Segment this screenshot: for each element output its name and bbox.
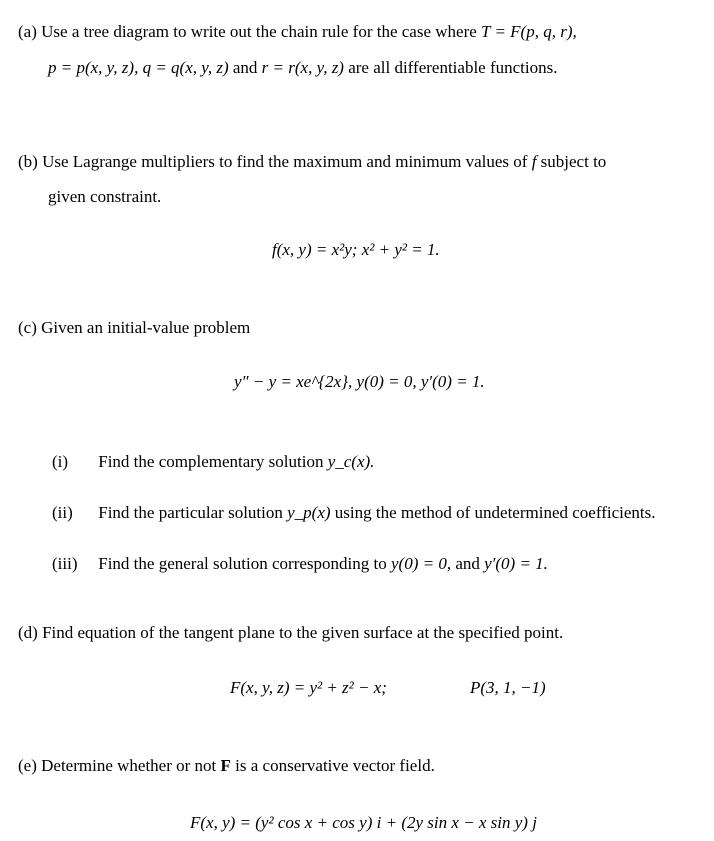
part-c-item-ii-text-2: using the method of undetermined coefficients.: [334, 503, 656, 522]
part-c-item-ii-text: Find the particular solution: [98, 503, 283, 522]
part-d-line-1: [18, 623, 563, 643]
part-a-line-2: [48, 58, 557, 78]
part-b-line-2: [48, 187, 161, 207]
part-e-text-2: is a conservative vector field.: [235, 756, 435, 775]
part-b-text-1a: Use Lagrange multipliers to find the maximum and minimum values of: [42, 152, 528, 171]
part-d-text: Find equation of the tangent plane to the given surface at the specified point.: [42, 623, 564, 642]
part-e-label: (e): [18, 756, 37, 775]
part-a-line-1: [18, 22, 577, 42]
part-c-item-iii-and: and: [455, 554, 480, 573]
part-c-display-equation: y″ − y = xe^{2x}, y(0) = 0, y′(0) = 1.: [234, 372, 485, 391]
part-b-display-equation: f(x, y) = x²y; x² + y² = 1.: [272, 240, 440, 259]
part-c-label: (c): [18, 318, 37, 337]
part-b-line-1: [18, 152, 606, 172]
part-a-text-2: are all differentiable functions.: [348, 58, 558, 77]
part-c-item-ii-math: y_p(x): [287, 503, 331, 522]
part-c-item-iii-math-2: y′(0) = 1.: [484, 554, 548, 573]
part-e-text-1: Determine whether or not: [41, 756, 217, 775]
part-c-item-i-label: (i): [52, 452, 69, 471]
part-c-line-1: [18, 318, 250, 338]
part-c-item-i-text: Find the complementary solution: [98, 452, 324, 471]
part-a-equation-3: r = r(x, y, z): [261, 58, 344, 77]
part-e-bold-f: F: [220, 756, 231, 775]
part-c-item-iii-text: Find the general solution corresponding to: [98, 554, 387, 573]
part-a-equation-2: p = p(x, y, z), q = q(x, y, z): [48, 58, 229, 77]
part-c-text: Given an initial-value problem: [41, 318, 251, 337]
part-e-line-1: [18, 756, 435, 776]
part-a-and: and: [232, 58, 258, 77]
part-b-text-2: given constraint.: [48, 187, 162, 206]
part-c-item-ii-label: (ii): [52, 503, 73, 522]
part-c-item-iii-label: (iii): [52, 554, 78, 573]
part-b-var-f: f: [531, 152, 537, 171]
part-c-item-i-math: y_c(x).: [327, 452, 375, 471]
part-a-label: (a): [18, 22, 37, 41]
part-a-equation-1: T = F(p, q, r),: [481, 22, 577, 41]
part-c-item-ii: [52, 503, 656, 523]
part-c-item-iii: [52, 554, 548, 574]
part-c-item-i: [52, 452, 374, 472]
part-d-label: (d): [18, 623, 38, 642]
part-d-display-equation: F(x, y, z) = y² + z² − x;: [230, 678, 387, 697]
part-b-label: (b): [18, 152, 38, 171]
part-d-point: P(3, 1, −1): [470, 678, 546, 697]
part-a-text-1: Use a tree diagram to write out the chain rule for the case where: [41, 22, 477, 41]
part-b-text-1b: subject to: [540, 152, 607, 171]
part-c-item-iii-math: y(0) = 0,: [390, 554, 452, 573]
part-e-display-equation: F(x, y) = (y² cos x + cos y) i + (2y sin x − x sin y) j: [190, 813, 537, 832]
